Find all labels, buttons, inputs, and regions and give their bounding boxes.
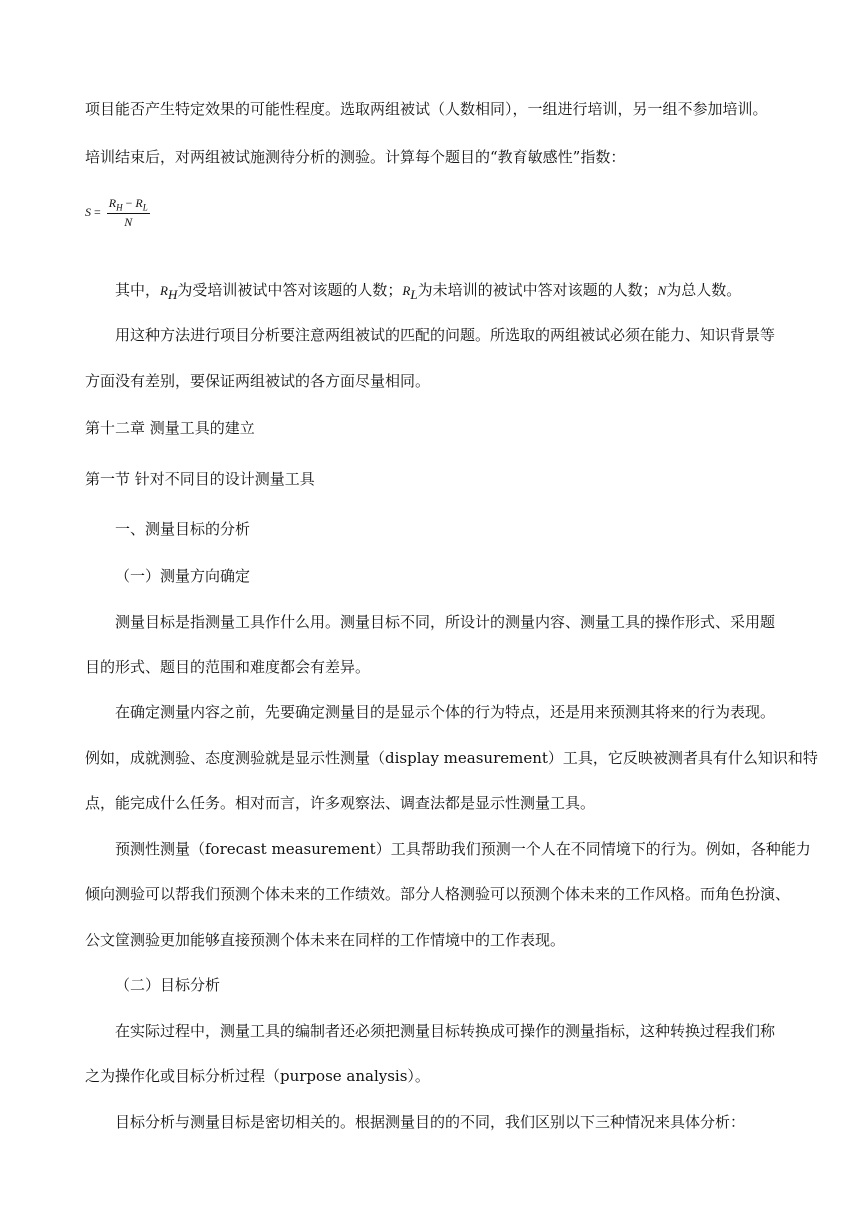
formula-equals: =	[94, 204, 101, 219]
paragraph-line: 测量目标是指测量工具作什么用。测量目标不同，所设计的测量内容、测量工具的操作形式、采用题	[115, 613, 776, 631]
chapter-heading: 第十二章 测量工具的建立	[85, 419, 255, 437]
text-segment: 为受培训被试中答对该题的人数；	[177, 281, 403, 299]
paragraph-line	[115, 279, 741, 303]
formula-var-r: R	[135, 196, 143, 210]
variable-sub-h: H	[167, 287, 178, 302]
paragraph-line: 在确定测量内容之前，先要确定测量目的是显示个体的行为特点，还是用来预测其将来的行为表现。	[115, 703, 776, 721]
paragraph-line: 公文筐测验更加能够直接预测个体未来在同样的工作情境中的工作表现。	[85, 931, 566, 949]
paragraph-line: 之为操作化或目标分析过程（purpose analysis）。	[85, 1067, 430, 1085]
variable-r: R	[160, 283, 168, 298]
text-segment: 为未培训的被试中答对该题的人数；	[417, 281, 658, 299]
variable-sub-l: L	[410, 287, 418, 302]
subsection-heading: （一）测量方向确定	[115, 567, 251, 585]
subsection-heading: 一、测量目标的分析	[115, 520, 251, 538]
paragraph-line: 方面没有差别，要保证两组被试的各方面尽量相同。	[85, 372, 431, 390]
paragraph-line: 项目能否产生特定效果的可能性程度。选取两组被试（人数相同），一组进行培训，另一组不参加培训。	[85, 100, 768, 118]
paragraph-line: 目的形式、题目的范围和难度都会有差异。	[85, 658, 371, 676]
formula-lhs: S	[85, 204, 91, 219]
formula-var-r: R	[108, 196, 117, 210]
variable-n: N	[657, 283, 667, 298]
section-heading: 第一节 针对不同目的设计测量工具	[85, 470, 315, 488]
paragraph-line: 倾向测验可以帮我们预测个体未来的工作绩效。部分人格测验可以预测个体未来的工作风格。而角色扮演、	[85, 885, 791, 903]
paragraph-line: 点，能完成什么任务。相对而言，许多观察法、调查法都是显示性测量工具。	[85, 794, 596, 812]
variable-r: R	[402, 283, 411, 298]
formula-denominator: N	[124, 215, 133, 230]
formula-sub-l: L	[142, 202, 148, 213]
formula-numerator	[107, 196, 150, 214]
text-segment: 其中，	[115, 281, 161, 299]
subsection-heading: （二）目标分析	[115, 976, 221, 994]
sensitivity-formula	[85, 196, 150, 236]
paragraph-line: 目标分析与测量目标是密切相关的。根据测量目的的不同，我们区别以下三种情况来具体分析：	[115, 1113, 746, 1131]
paragraph-line: 培训结束后，对两组被试施测待分析的测验。计算每个题目的“教育敏感性”指数：	[85, 148, 626, 166]
formula-minus: −	[122, 196, 136, 210]
text-segment: 为总人数。	[666, 281, 742, 299]
paragraph-line: 预测性测量（forecast measurement）工具帮助我们预测一个人在不同情境下的行为。例如，各种能力	[115, 840, 811, 858]
paragraph-line: 在实际过程中，测量工具的编制者还必须把测量目标转换成可操作的测量指标，这种转换过程我们称	[115, 1022, 776, 1040]
paragraph-line: 例如，成就测验、态度测验就是显示性测量（display measurement）工具，它反映被测者具有什么知识和特	[85, 749, 818, 767]
formula-sub-h: H	[116, 202, 123, 213]
formula-fraction	[107, 196, 150, 230]
paragraph-line: 用这种方法进行项目分析要注意两组被试的匹配的问题。所选取的两组被试必须在能力、知识背景等	[115, 326, 776, 344]
